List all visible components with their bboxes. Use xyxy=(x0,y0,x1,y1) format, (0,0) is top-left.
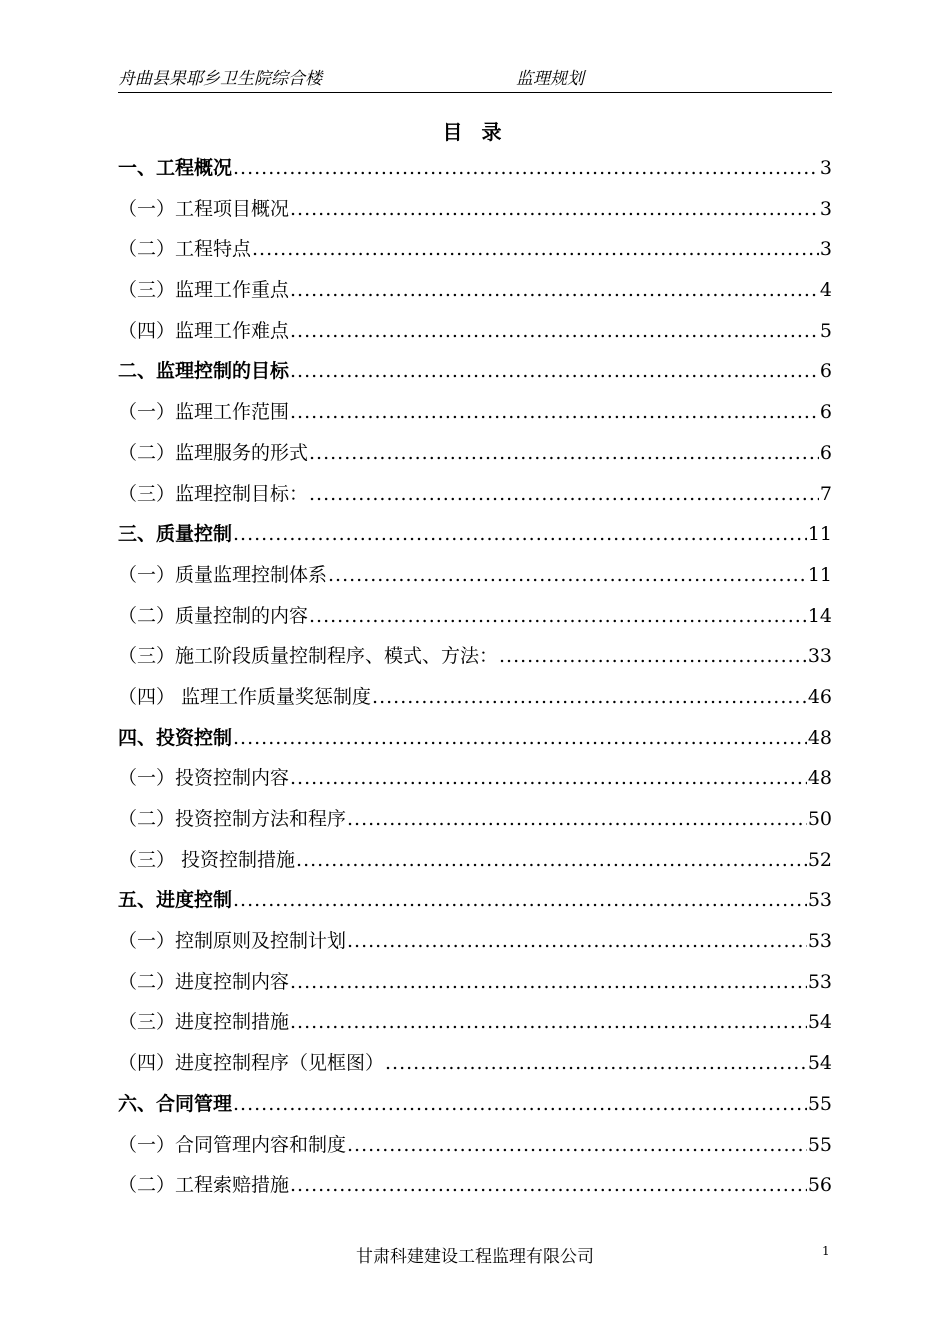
toc-dot-leader xyxy=(290,962,807,1003)
toc-entry-page: 48 xyxy=(807,726,832,749)
toc-entry-title: （二）工程索赔措施 xyxy=(118,1174,290,1197)
toc-entry-title: （四） 监理工作质量奖惩制度 xyxy=(118,685,372,708)
toc-dot-leader xyxy=(290,1165,807,1206)
toc-section-entry[interactable] xyxy=(118,1125,832,1166)
footer-company: 甘肃科建建设工程监理有限公司 xyxy=(356,1247,594,1267)
toc-entry-page: 54 xyxy=(807,1052,832,1075)
toc-dot-leader xyxy=(290,311,819,352)
toc-entry-page: 6 xyxy=(819,401,832,424)
toc-entry-page: 6 xyxy=(819,441,832,464)
toc-entry-page: 50 xyxy=(807,808,832,830)
table-of-contents xyxy=(118,148,832,1206)
toc-entry-page: 11 xyxy=(807,523,832,546)
toc-entry-title: （一）工程项目概况 xyxy=(118,197,290,220)
toc-section-entry[interactable] xyxy=(118,433,832,474)
toc-entry-page: 7 xyxy=(819,482,832,505)
toc-entry-title: 二、监理控制的目标 xyxy=(118,360,290,383)
toc-entry-page: 4 xyxy=(819,279,832,302)
toc-entry-title: （四）进度控制程序（见框图） xyxy=(118,1052,385,1075)
toc-dot-leader xyxy=(290,189,819,230)
toc-chapter-entry[interactable] xyxy=(118,880,832,921)
toc-entry-title: （三） 投资控制措施 xyxy=(118,848,296,871)
toc-section-entry[interactable] xyxy=(118,758,832,799)
toc-entry-page: 55 xyxy=(807,1133,832,1156)
toc-entry-page: 5 xyxy=(819,319,832,342)
toc-entry-page: 53 xyxy=(807,970,832,993)
toc-entry-page: 52 xyxy=(807,848,832,871)
toc-entry-page: 3 xyxy=(819,197,832,220)
toc-section-entry[interactable] xyxy=(118,392,832,433)
toc-section-entry[interactable] xyxy=(118,270,832,311)
toc-section-entry[interactable] xyxy=(118,962,832,1003)
toc-section-entry[interactable] xyxy=(118,840,832,881)
toc-entry-title: （三）施工阶段质量控制程序、模式、方法： xyxy=(118,645,499,668)
toc-section-entry[interactable] xyxy=(118,921,832,962)
toc-dot-leader xyxy=(347,1125,807,1166)
toc-chapter-entry[interactable] xyxy=(118,148,832,189)
toc-dot-leader xyxy=(290,351,819,392)
toc-entry-page: 53 xyxy=(807,930,832,953)
toc-dot-leader xyxy=(233,148,819,189)
toc-entry-page: 55 xyxy=(807,1092,832,1115)
toc-dot-leader xyxy=(252,229,819,270)
toc-entry-title: （一）控制原则及控制计划 xyxy=(118,930,347,953)
toc-dot-leader xyxy=(290,758,807,799)
toc-entry-page: 33 xyxy=(807,645,832,668)
toc-entry-title: 三、质量控制 xyxy=(118,523,233,546)
toc-entry-page: 46 xyxy=(807,685,832,708)
toc-section-entry[interactable] xyxy=(118,189,832,230)
toc-entry-title: （四）监理工作难点 xyxy=(118,319,290,342)
toc-entry-title: （二）投资控制方法和程序 xyxy=(118,808,347,830)
toc-dot-leader xyxy=(290,392,819,433)
toc-chapter-entry[interactable] xyxy=(118,514,832,555)
toc-entry-title: （一）监理工作范围 xyxy=(118,401,290,424)
toc-dot-leader xyxy=(290,1002,807,1043)
toc-entry-page: 6 xyxy=(819,360,832,383)
footer-page-number: 1 xyxy=(822,1244,830,1258)
toc-dot-leader xyxy=(233,718,807,759)
toc-dot-leader xyxy=(309,474,819,515)
toc-dot-leader xyxy=(296,840,807,881)
toc-dot-leader xyxy=(499,636,807,677)
toc-dot-leader xyxy=(290,270,819,311)
toc-section-entry[interactable] xyxy=(118,229,832,270)
toc-entry-title: （三）监理工作重点 xyxy=(118,279,290,302)
page-header xyxy=(118,66,832,93)
toc-dot-leader xyxy=(309,596,807,637)
toc-dot-leader xyxy=(328,555,807,596)
toc-entry-title: （二）工程特点 xyxy=(118,238,252,261)
toc-entry-page: 3 xyxy=(819,157,832,179)
toc-entry-title: （二）监理服务的形式 xyxy=(118,441,309,464)
toc-entry-title: （三）进度控制措施 xyxy=(118,1011,290,1034)
toc-entry-page: 53 xyxy=(807,889,832,912)
header-document-type: 监理规划 xyxy=(516,69,584,89)
toc-entry-title: （一）合同管理内容和制度 xyxy=(118,1133,347,1156)
toc-entry-page: 54 xyxy=(807,1011,832,1034)
toc-chapter-entry[interactable] xyxy=(118,1084,832,1125)
toc-section-entry[interactable] xyxy=(118,474,832,515)
toc-section-entry[interactable] xyxy=(118,1043,832,1084)
toc-section-entry[interactable] xyxy=(118,555,832,596)
toc-dot-leader xyxy=(385,1043,807,1084)
toc-entry-title: （一）质量监理控制体系 xyxy=(118,563,328,586)
toc-entry-title: （三）监理控制目标： xyxy=(118,482,309,505)
toc-chapter-entry[interactable] xyxy=(118,351,832,392)
toc-entry-title: （一）投资控制内容 xyxy=(118,767,290,790)
toc-entry-title: （二）进度控制内容 xyxy=(118,970,290,993)
toc-title: 目 录 xyxy=(442,120,508,144)
toc-dot-leader xyxy=(347,799,807,840)
toc-dot-leader xyxy=(309,433,819,474)
toc-entry-title: 六、合同管理 xyxy=(118,1092,233,1115)
toc-dot-leader xyxy=(233,1084,807,1125)
toc-entry-title: 四、投资控制 xyxy=(118,726,233,749)
toc-entry-page: 11 xyxy=(807,563,832,586)
toc-entry-title: 一、工程概况 xyxy=(118,157,233,179)
toc-dot-leader xyxy=(233,880,807,921)
toc-section-entry[interactable] xyxy=(118,799,832,840)
toc-section-entry[interactable] xyxy=(118,596,832,637)
toc-entry-page: 3 xyxy=(819,238,832,261)
toc-entry-title: 五、进度控制 xyxy=(118,889,233,912)
toc-entry-title: （二）质量控制的内容 xyxy=(118,604,309,627)
toc-entry-page: 56 xyxy=(807,1174,832,1197)
toc-entry-page: 48 xyxy=(807,767,832,790)
toc-section-entry[interactable] xyxy=(118,1002,832,1043)
toc-dot-leader xyxy=(233,514,807,555)
toc-section-entry[interactable] xyxy=(118,311,832,352)
toc-entry-page: 14 xyxy=(807,604,832,627)
toc-chapter-entry[interactable] xyxy=(118,718,832,759)
header-project-name: 舟曲县果耶乡卫生院综合楼 xyxy=(118,69,322,89)
toc-section-entry[interactable] xyxy=(118,677,832,718)
toc-dot-leader xyxy=(372,677,807,718)
toc-section-entry[interactable] xyxy=(118,1165,832,1206)
toc-dot-leader xyxy=(347,921,807,962)
toc-section-entry[interactable] xyxy=(118,636,832,677)
